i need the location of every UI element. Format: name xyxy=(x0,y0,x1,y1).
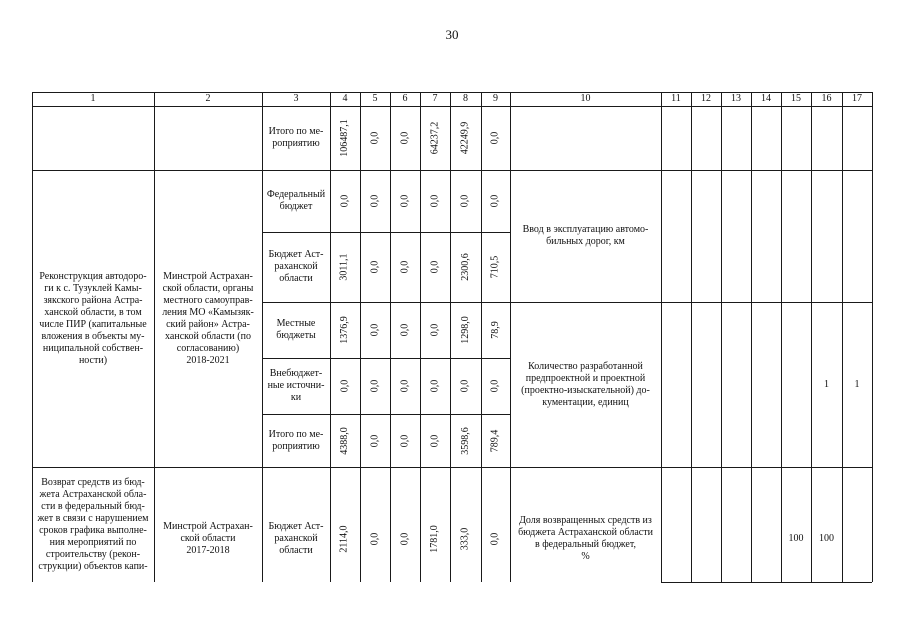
column-header-11: 11 xyxy=(671,93,681,104)
block2-r3-col5-text: 0,0 xyxy=(369,323,380,337)
column-header-7: 7 xyxy=(432,93,438,104)
row1-value-col5-text: 0,0 xyxy=(369,131,380,145)
column-header-1: 1 xyxy=(90,93,96,104)
row1-value-col9-text: 0,0 xyxy=(489,131,501,145)
block2-r1-col9 xyxy=(481,170,510,232)
block2-r5-col4-text: 4388,0 xyxy=(339,426,350,455)
block2-r4-col5 xyxy=(360,358,390,414)
block2-r4-col8 xyxy=(450,358,481,414)
block3-col7 xyxy=(420,467,450,610)
column-header-5: 5 xyxy=(372,93,378,104)
block2-r1-col4 xyxy=(330,170,360,232)
block2-r2-col5 xyxy=(360,232,390,302)
block2-r4-col7-text: 0,0 xyxy=(429,379,440,393)
block3-col4-text: 2114,0 xyxy=(338,524,350,553)
block3-col7-text: 1781,0 xyxy=(429,524,440,553)
v-rule xyxy=(721,92,722,582)
block2-r5-col7 xyxy=(420,414,450,467)
block2-r5-col4 xyxy=(330,414,360,467)
block2-r2-col6-text: 0,0 xyxy=(399,260,410,274)
block2-r2-col4-text: 3011,1 xyxy=(338,253,350,281)
block2-ind2-col16: 1 xyxy=(824,378,829,390)
row1-source: Итого по ме- роприятию xyxy=(268,126,324,149)
row1-value-col4 xyxy=(330,106,360,170)
block2-r3-col4 xyxy=(330,302,360,358)
block3-col6-text: 0,0 xyxy=(399,532,410,545)
block2-r4-col9 xyxy=(481,358,510,414)
block2-r5-col8 xyxy=(450,414,481,467)
row1-value-col4-text: 106487,1 xyxy=(339,119,350,157)
block2-r1-col7 xyxy=(420,170,450,232)
block2-r3-col5 xyxy=(360,302,390,358)
v-rule xyxy=(781,92,782,582)
block3-col9 xyxy=(481,467,510,610)
v-rule xyxy=(811,92,812,582)
block2-r2-col8-text: 2300,6 xyxy=(459,253,471,281)
column-header-14: 14 xyxy=(761,93,771,104)
block2-r5-col7-text: 0,0 xyxy=(429,434,440,447)
v-rule xyxy=(872,92,873,582)
block2-r4-col6-text: 0,0 xyxy=(399,379,410,393)
row1-value-col5 xyxy=(360,106,390,170)
block2-r5-col6 xyxy=(390,414,420,467)
block2-r5-col6-text: 0,0 xyxy=(399,434,410,447)
block3-indicator: Доля возвращенных средств из бюджета Астраханской области в федеральный бюджет, % xyxy=(518,514,653,562)
block2-r2-col6 xyxy=(390,232,420,302)
v-rule xyxy=(842,92,843,582)
block2-indicator-1: Ввод в эксплуатацию автомо- бильных дорог, км xyxy=(522,224,649,247)
v-rule xyxy=(262,92,263,582)
block2-r5-col8-text: 3598,6 xyxy=(459,426,471,455)
block2-source-4: Внебюджет- ные источни- ки xyxy=(267,368,325,403)
block3-col15: 100 xyxy=(788,532,804,544)
block3-col6 xyxy=(390,467,420,610)
block2-r3-col4-text: 1376,9 xyxy=(339,316,350,344)
block2-r5-col9-text: 789,4 xyxy=(489,429,501,452)
block2-source-5: Итого по ме- роприятию xyxy=(268,428,324,452)
column-header-17: 17 xyxy=(852,93,862,104)
block3-col5 xyxy=(360,467,390,610)
row1-value-col7-text: 64237,2 xyxy=(429,121,440,155)
v-rule xyxy=(32,92,33,582)
block2-r5-col5 xyxy=(360,414,390,467)
block2-r1-col9-text: 0,0 xyxy=(489,194,501,208)
block2-source-2: Бюджет Аст- раханской области xyxy=(268,249,324,284)
column-header-12: 12 xyxy=(701,93,711,104)
block2-r2-col9-text: 710,5 xyxy=(489,255,501,279)
block2-r3-col6 xyxy=(390,302,420,358)
row1-value-col6-text: 0,0 xyxy=(399,131,410,145)
v-rule xyxy=(751,92,752,582)
block2-r1-col5-text: 0,0 xyxy=(369,194,380,208)
block3-col8-text: 333,0 xyxy=(459,527,471,550)
block2-r4-col6 xyxy=(390,358,420,414)
block2-r3-col8 xyxy=(450,302,481,358)
block2-r2-col4 xyxy=(330,232,360,302)
block3-col9-text: 0,0 xyxy=(489,532,501,545)
column-header-4: 4 xyxy=(342,93,348,104)
block2-r3-col7-text: 0,0 xyxy=(429,323,440,337)
v-rule xyxy=(510,92,511,582)
block2-r4-col5-text: 0,0 xyxy=(369,379,380,393)
v-rule xyxy=(661,92,662,582)
block2-r1-col8-text: 0,0 xyxy=(459,194,471,208)
block3-col16: 100 xyxy=(819,532,834,544)
block2-indicator-2: Количество разработанной предпроектной и проектной (проектно-изыскательной) до- кументации, единиц xyxy=(521,360,650,408)
column-header-15: 15 xyxy=(791,93,801,104)
block2-r2-col8 xyxy=(450,232,481,302)
column-header-6: 6 xyxy=(402,93,408,104)
v-rule xyxy=(691,92,692,582)
column-header-2: 2 xyxy=(205,93,211,104)
block2-r4-col4 xyxy=(330,358,360,414)
block2-r3-col6-text: 0,0 xyxy=(399,323,410,337)
block3-col8 xyxy=(450,467,481,610)
page-number: 30 xyxy=(445,27,459,42)
block2-r5-col9 xyxy=(481,414,510,467)
block3-executor: Минстрой Астрахан- ской области 2017-2018 xyxy=(163,520,253,556)
block2-r1-col5 xyxy=(360,170,390,232)
column-header-8: 8 xyxy=(463,93,468,104)
block2-r3-col9 xyxy=(481,302,510,358)
block3-col4 xyxy=(330,467,360,610)
row1-value-col8 xyxy=(450,106,481,170)
block2-ind2-col17: 1 xyxy=(854,378,860,390)
block2-r3-col7 xyxy=(420,302,450,358)
block2-r2-col5-text: 0,0 xyxy=(369,260,380,274)
row1-value-col6 xyxy=(390,106,420,170)
block2-r1-col7-text: 0,0 xyxy=(429,194,440,208)
block2-r1-col6 xyxy=(390,170,420,232)
v-rule xyxy=(154,92,155,582)
block3-measure: Возврат средств из бюд- жета Астраханской обла- сти в федеральный бюд- жет в связи с нарушением сроков графика выполне- ния мероприятий по строительству (рекон- струкции) объектов капи- xyxy=(37,476,149,572)
column-header-16: 16 xyxy=(821,93,832,104)
block2-source-1: Федеральный бюджет xyxy=(266,189,326,212)
h-rule xyxy=(32,92,872,93)
row1-value-col7 xyxy=(420,106,450,170)
block2-r1-col6-text: 0,0 xyxy=(399,194,410,208)
block2-r4-col8-text: 0,0 xyxy=(459,379,471,393)
block2-r1-col4-text: 0,0 xyxy=(339,194,350,208)
block2-executor: Минстрой Астрахан- ской области, органы местного самоуправ- ления МО «Камызяк- ский район» Астра- ханской области (по согласованию) 2018-2021 xyxy=(162,270,254,366)
block2-source-3: Местные бюджеты xyxy=(276,318,316,341)
block2-measure: Реконструкция автодоро- ги к с. Тузуклей Камы- зякского района Астра- ханской области, в том числе ПИР (капитальные вложения в объекты му- ниципальной собствен- ности) xyxy=(39,270,147,366)
block2-r3-col9-text: 78,9 xyxy=(489,321,501,339)
h-rule xyxy=(661,582,872,583)
block2-r2-col9 xyxy=(481,232,510,302)
row1-value-col9 xyxy=(481,106,510,170)
block2-r5-col5-text: 0,0 xyxy=(369,434,380,447)
block2-r4-col7 xyxy=(420,358,450,414)
column-header-13: 13 xyxy=(731,93,741,104)
column-header-3: 3 xyxy=(293,93,299,104)
column-header-10: 10 xyxy=(580,93,591,104)
column-header-9: 9 xyxy=(493,93,498,104)
row1-value-col8-text: 42249,9 xyxy=(459,121,471,155)
block2-r4-col9-text: 0,0 xyxy=(489,379,501,393)
block2-r2-col7 xyxy=(420,232,450,302)
block2-r1-col8 xyxy=(450,170,481,232)
block3-source: Бюджет Аст- раханской области xyxy=(268,520,324,556)
block2-r2-col7-text: 0,0 xyxy=(429,260,440,274)
block3-col5-text: 0,0 xyxy=(369,532,380,545)
block2-r4-col4-text: 0,0 xyxy=(339,379,350,393)
block2-r3-col8-text: 1298,0 xyxy=(459,316,471,344)
